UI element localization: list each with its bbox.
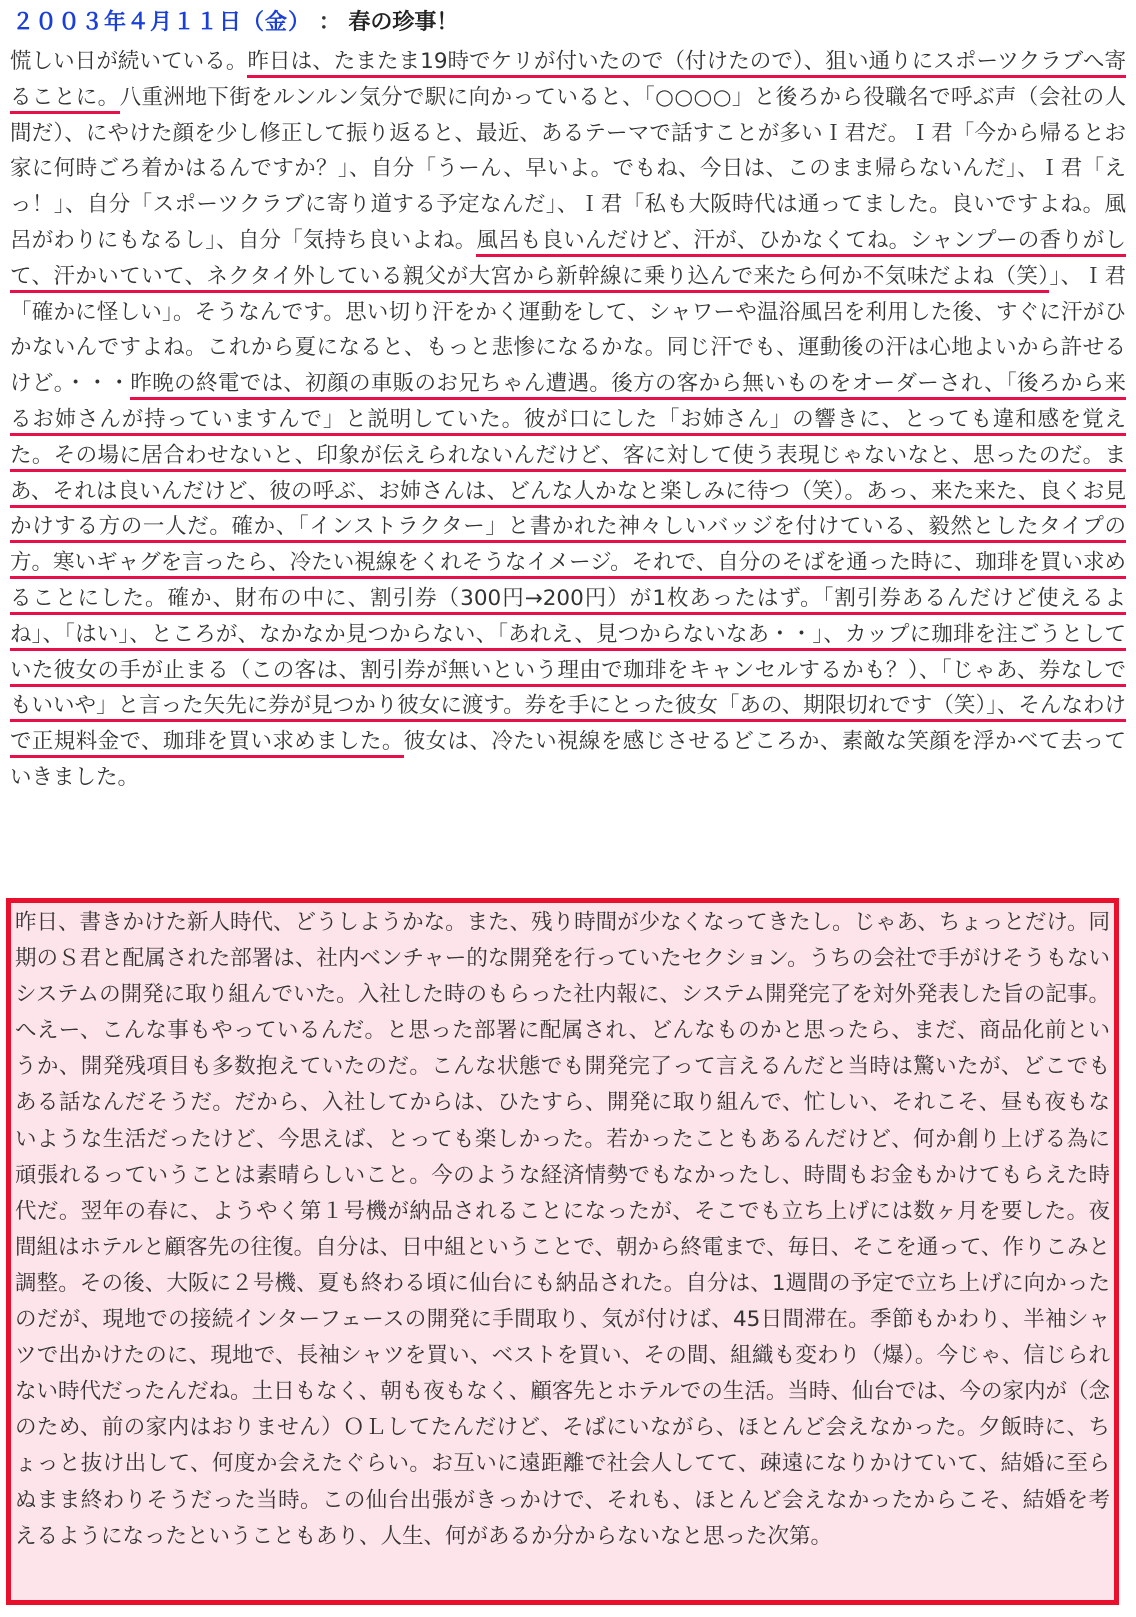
entry1-underlined-1: 昨日は、たまたま19時でケリが付いたので（付けたので）、狙い通りにスポーツクラブへ寄ることに。 — [10, 49, 1126, 114]
title-separator: ： — [318, 10, 341, 35]
entry1-text-3: 」、Ｉ君「確かに怪しい」。そうなんです。思い切り汗をかく運動をして、シャワーや温浴風呂を利用した後、すぐに汗がひかないんですよね。これから夏になると、もっと悲惨になるかな。同じ汗でも、運動後の汗は心地よいから許せるけど。・・・ — [10, 263, 1126, 397]
post-title — [12, 8, 458, 38]
post-topic: 春の珍事！ — [348, 10, 459, 35]
entry1-text-2: 八重洲地下街をルンルン気分で駅に向かっていると、「○○○○」と後ろから役職名で呼ぶ声（会社の人間だ）、にやけた顔を少し修正して振り返ると、最近、あるテーマで話すことが多いＩ君だ。Ｉ君「今から帰るとお家に何時ごろ着かはるんですか？」、自分「うーん、早いよ。でもね、今日は、このまま帰らないんだ」、Ｉ君「えっ！」、自分「スポーツクラブに寄り道する予定なんだ」、Ｉ君「私も大阪時代は通ってました。良いですよね。風呂がわりにもなるし」、自分「気持ち良いよね。 — [10, 84, 1126, 253]
post-date: ２００３年４月１１日（金） — [12, 10, 312, 35]
entry1-underlined-3: 昨晩の終電では、初顔の車販のお兄ちゃん遭遇。後方の客から無いものをオーダーされ、「後ろから来るお姉さんが持っていますんで」と説明していた。彼が口にした「お姉さん」の響きに、とっても違和感を覚えた。その場に居合わせないと、印象が伝えられないんだけど、客に対して使う表現じゃないなと、思ったのだ。まあ、それは良いんだけど、彼の呼ぶ、お姉さんは、どんな人かなと楽しみに待つ（笑）。あっ、来た来た、良くお見かけする方の一人だ。確か、「インストラクター」と書かれた神々しいバッジを付けている、毅然としたタイプの方。寒いギャグを言ったら、冷たい視線をくれそうなイメージ。それで、自分のそばを通った時に、珈琲を買い求めることにした。確か、財布の中に、割引券（300円→200円）が1枚あったはず。「割引券あるんだけど使えるよね」、「はい」、ところが、なかなか見つからない、「あれえ、見つからないなあ・・」、カップに珈琲を注ごうとしていた彼女の手が止まる（この客は、割引券が無いという理由で珈琲をキャンセルするかも？）、「じゃあ、券なしでもいいや」と言った矢先に券が見つかり彼女に渡す。券を手にとった彼女「あの、期限切れです（笑）」、そんなわけで正規料金で、珈琲を買い求めました。 — [10, 371, 1126, 758]
entry2-text: 昨日、書きかけた新人時代、どうしようかな。また、残り時間が少なくなってきたし。じゃあ、ちょっとだけ。同期のＳ君と配属された部署は、社内ベンチャー的な開発を行っていたセクション。うちの会社で手がけそうもないシステムの開発に取り組んでいた。入社した時のもらった社内報に、システム開発完了を対外発表した旨の記事。へえー、こんな事もやっているんだ。と思った部署に配属され、どんなものかと思ったら、まだ、商品化前というか、開発残項目も多数抱えていたのだ。こんな状態でも開発完了って言えるんだと当時は驚いたが、どこでもある話なんだそうだ。だから、入社してからは、ひたすら、開発に取り組んで、忙しい、それこそ、昼も夜もないような生活だったけど、今思えば、とっても楽しかった。若かったこともあるんだけど、何か創り上げる為に頑張れるっていうことは素晴らしいこと。今のような経済情勢でもなかったし、時間もお金もかけてもらえた時代だ。翌年の春に、ようやく第１号機が納品されることになったが、そこでも立ち上げには数ヶ月を要した。夜間組はホテルと顧客先の往復。自分は、日中組ということで、朝から終電まで、毎日、そこを通って、作りこみと調整。その後、大阪に２号機、夏も終わる頃に仙台にも納品された。自分は、1週間の予定で立ち上げに向かったのだが、現地での接続インターフェースの開発に手間取り、気が付けば、45日間滞在。季節もかわり、半袖シャツで出かけたのに、現地で、長袖シャツを買い、ベストを買い、その間、組織も変わり（爆）。今じゃ、信じられない時代だったんだね。土日もなく、朝も夜もなく、顧客先とホテルでの生活。当時、仙台では、今の家内が（念のため、前の家内はおりません）ＯＬしてたんだけど、そばにいながら、ほとんど会えなかった。夕飯時に、ちょっと抜け出して、何度か会えたぐらい。お互いに遠距離で社会人してて、疎遠になりかけていて、結婚に至らぬまま終わりそうだった当時。この仙台出張がきっかけで、それも、ほとんど会えなかったからこそ、結婚を考えるようになったということもあり、人生、何があるか分からないなと思った次第。 — [15, 910, 1110, 1549]
entry1-underlined-2: 風呂も良いんだけど、汗が、ひかなくてね。シャンプーの香りがして、汗かいていて、ネクタイ外している親父が大宮から新幹線に乗り込んで来たら何か不気味だよね（笑） — [10, 228, 1126, 293]
diary-entry-1 — [10, 44, 1126, 796]
entry1-text-4: 彼女は、冷たい視線を感じさせるどころか、素敵な笑顔を浮かべて去っていきました。 — [10, 729, 1126, 790]
entry1-text-1: 慌しい日が続いている。 — [10, 49, 248, 74]
diary-entry-2-boxed — [6, 898, 1119, 1605]
